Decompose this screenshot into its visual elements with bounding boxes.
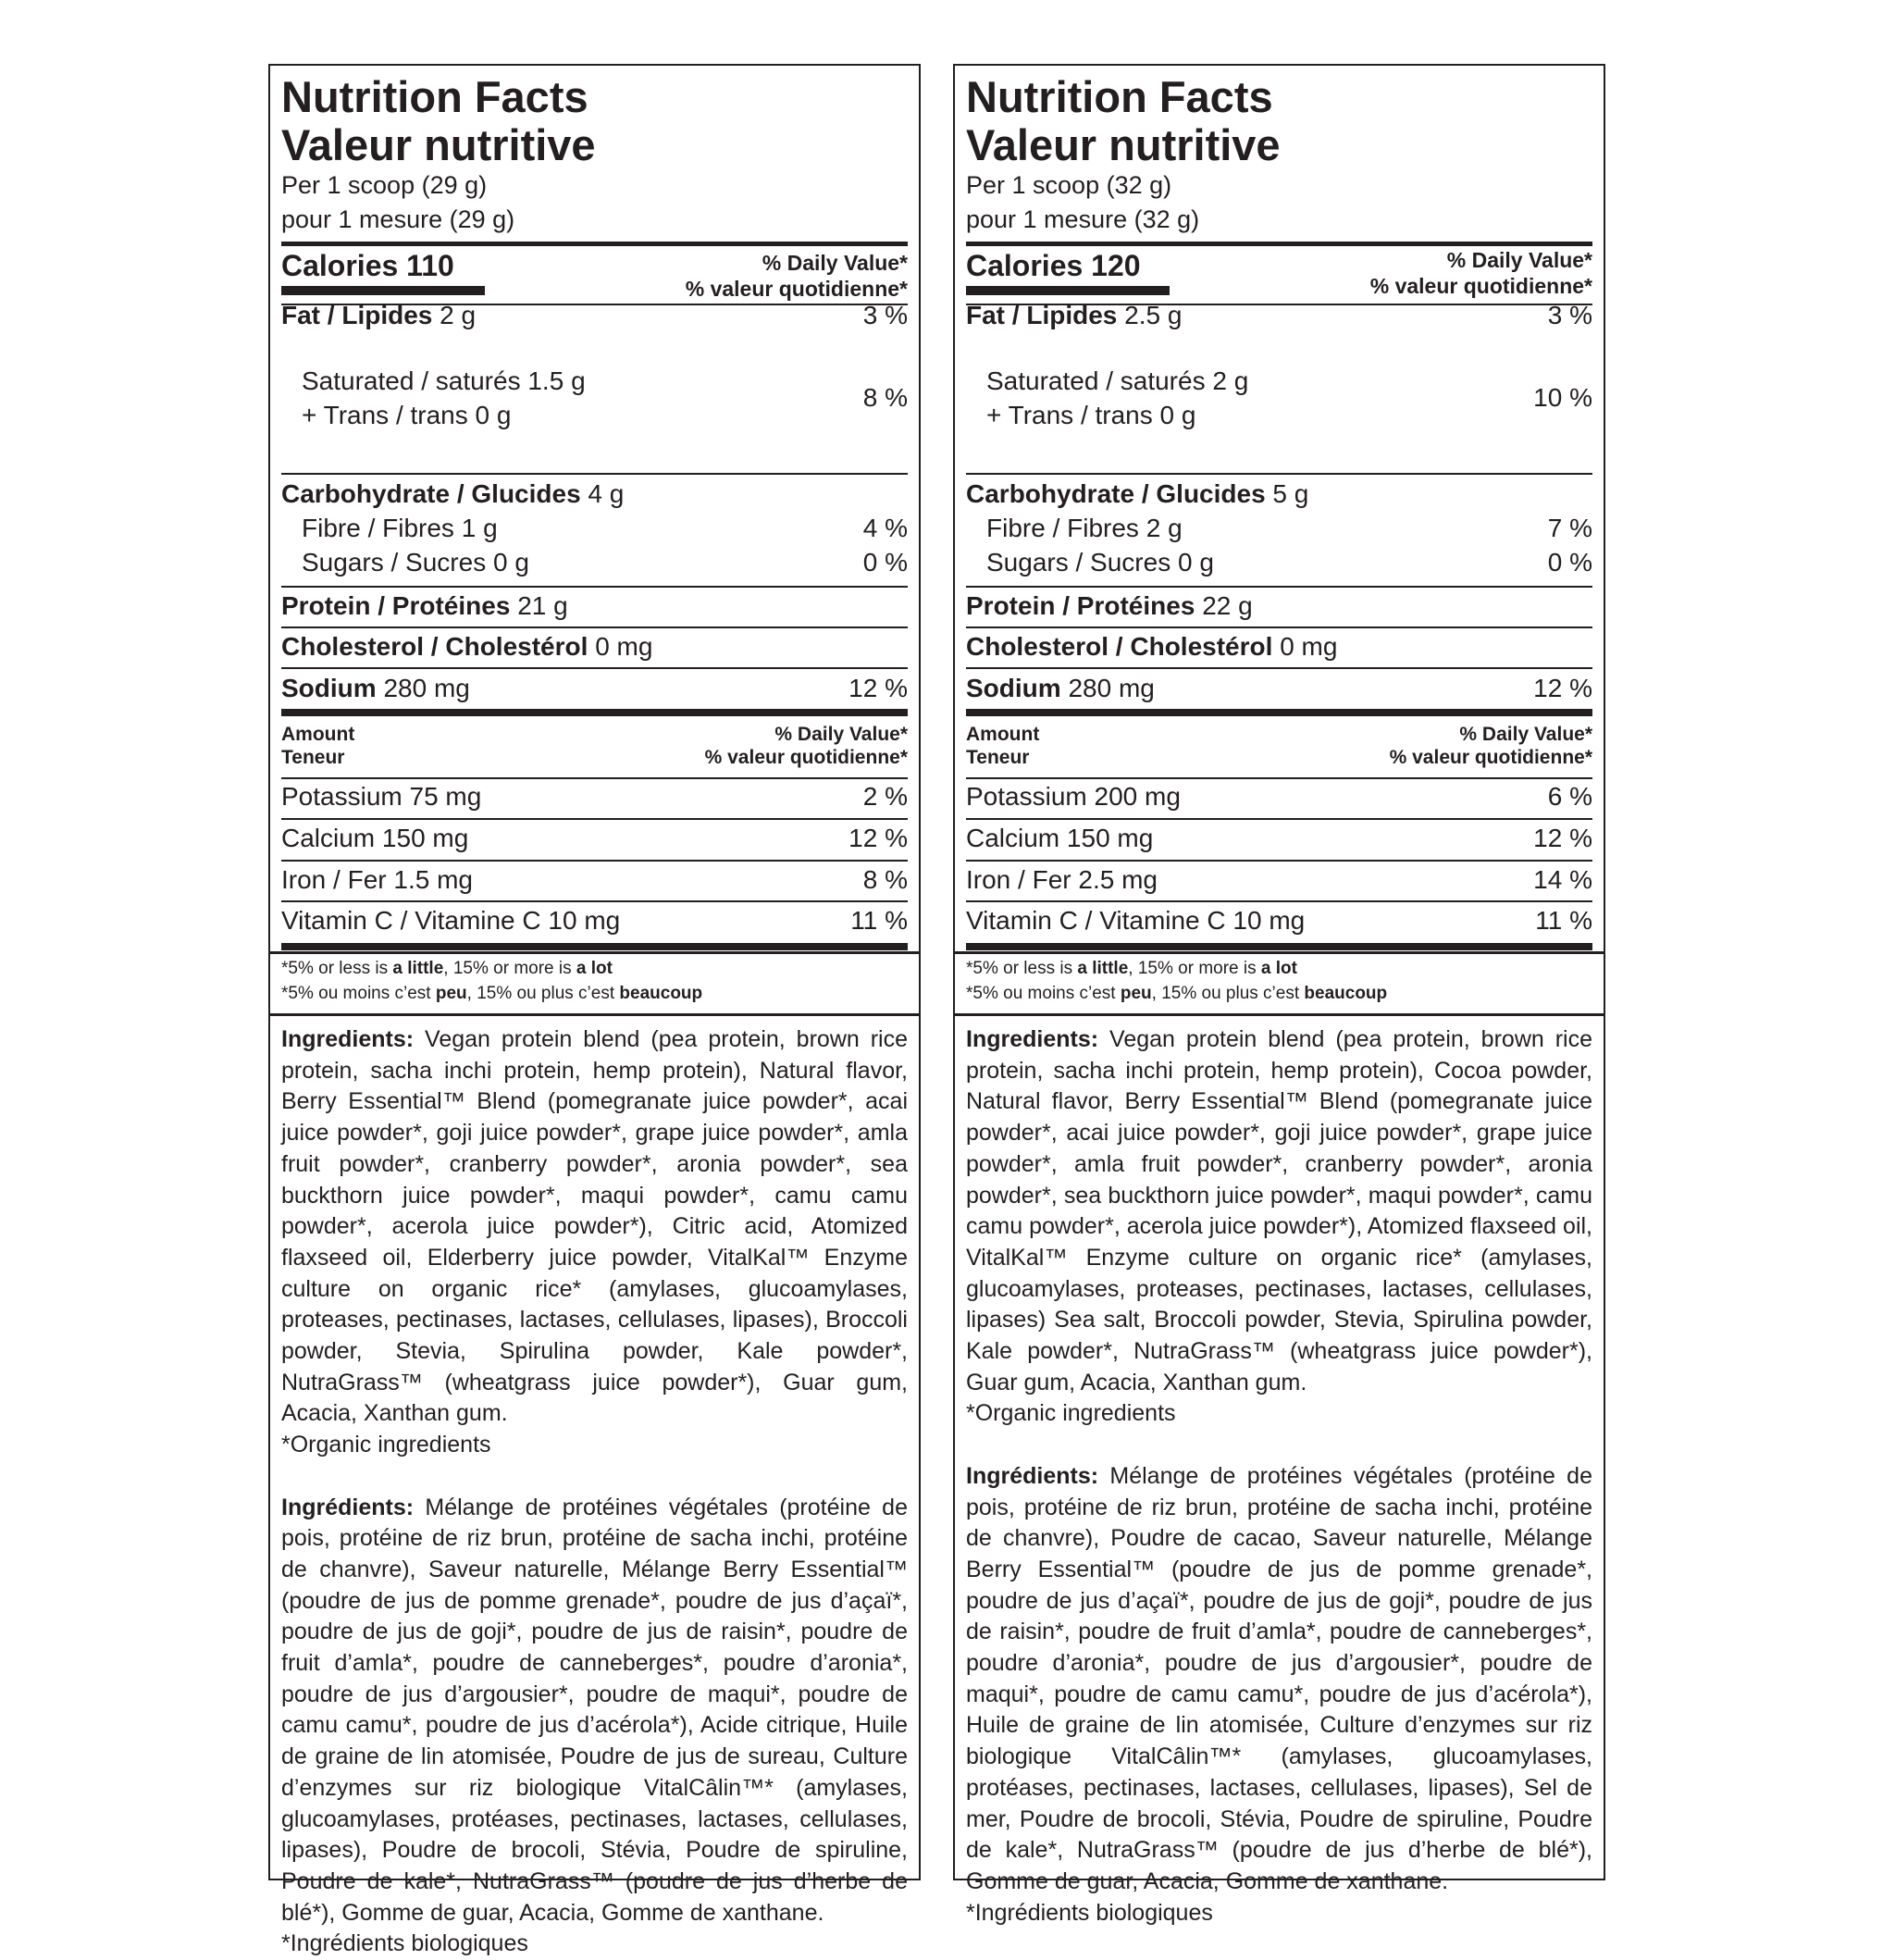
footnote-en: *5% or less is a little, 15% or more is a lot bbox=[281, 959, 613, 978]
ingredients-en: Ingredients: Vegan protein blend (pea protein, brown rice protein, sacha inchi protein, hemp protein), Natural flavor, Berry Essential™ Blend (pomegranate juice powder*, acai juice powder*, goji juice powder*, grape juice powder*, amla fruit powder*, cranberry powder*, aronia powder*, sea buckthorn juice powder*, maqui powder*, camu camu powder*, acerola juice powder*), Citric acid, Atomized flaxseed oil, Elderberry juice powder, VitalKal™ Enzyme culture on organic rice* (amylases, glucoamylases, proteases, pectinases, lactases, cellulases, lipases), Broccoli powder, Stevia, Spirulina powder, Kale powder*, NutraGrass™ (wheatgrass juice powder*), Guar gum, Acacia, Xanthan gum. bbox=[281, 1026, 908, 1427]
ingredients-en-note: *Organic ingredients bbox=[281, 1432, 491, 1458]
serving-size-en: Per 1 scoop (29 g) bbox=[281, 171, 488, 199]
divider bbox=[966, 586, 1592, 588]
divider bbox=[966, 777, 1592, 779]
divider bbox=[281, 586, 908, 588]
divider-thick bbox=[966, 709, 1592, 716]
daily-value-header-2: % Daily Value* % valeur quotidienne* bbox=[1389, 724, 1592, 768]
ingredients-fr: Ingrédients: Mélange de protéines végétales (protéine de pois, protéine de riz brun, protéine de sacha inchi, protéine de chanvre), Saveur naturelle, Mélange Berry Essential™ (poudre de jus de pomme grenade*, poudre de jus d’açaï*, poudre de jus de goji*, poudre de jus de raisin*, poudre de fruit d’amla*, poudre de canneberges*, poudre d’aronia*, poudre de jus d’argousier*, poudre de maqui*, poudre de camu camu*, poudre de jus d’acérola*), Acide citrique, Huile de graine de lin atomisée, Poudre de jus de sureau, Culture d’enzymes sur riz biologique VitalCâlin™* (amylases, glucoamylases, protéases, pectinases, lactases, cellulases, lipases), Poudre de brocoli, Stévia, Poudre de spiruline, Poudre de kale*, NutraGrass™ (poudre de jus d’herbe de blé*), Gomme de guar, Acacia, Gomme de xanthane. bbox=[281, 1494, 908, 1926]
divider bbox=[281, 473, 908, 475]
section-divider bbox=[270, 1013, 919, 1016]
divider bbox=[966, 667, 1592, 669]
divider bbox=[281, 777, 908, 779]
calories-row: Calories 120 bbox=[966, 249, 1141, 282]
serving-size-en: Per 1 scoop (32 g) bbox=[966, 171, 1172, 199]
daily-value-header: % Daily Value* % valeur quotidienne* bbox=[685, 251, 908, 301]
daily-value-header: % Daily Value* % valeur quotidienne* bbox=[1369, 248, 1592, 298]
divider bbox=[281, 900, 908, 902]
nutrition-panel-left bbox=[268, 64, 921, 1957]
footnote-fr: *5% ou moins c’est peu, 15% ou plus c’est beaucoup bbox=[281, 984, 703, 1003]
calories-row: Calories 110 bbox=[281, 249, 454, 282]
divider bbox=[966, 818, 1592, 820]
divider-thick bbox=[281, 709, 908, 716]
nutrition-panel-right bbox=[953, 64, 1605, 1926]
daily-value-header-2: % Daily Value* % valeur quotidienne* bbox=[704, 724, 908, 768]
serving-size-fr: pour 1 mesure (29 g) bbox=[281, 205, 515, 233]
divider bbox=[281, 667, 908, 669]
divider-thick bbox=[281, 943, 908, 950]
divider bbox=[281, 626, 908, 628]
footnote-fr: *5% ou moins c’est peu, 15% ou plus c’est beaucoup bbox=[966, 984, 1388, 1003]
divider bbox=[966, 473, 1592, 475]
ingredients-en: Ingredients: Vegan protein blend (pea protein, brown rice protein, sacha inchi protein, hemp protein), Cocoa powder, Natural flavor, Berry Essential™ Blend (pomegranate juice powder*, acai juice powder*, goji juice powder*, grape juice powder*, amla fruit powder*, cranberry powder*, aronia powder*, sea buckthorn juice powder*, maqui powder*, camu camu powder*, acerola juice powder*), Atomized flaxseed oil, VitalKal™ Enzyme culture on organic rice* (amylases, glucoamylases, proteases, pectinases, lactases, cellulases, lipases) Sea salt, Broccoli powder, Stevia, Spirulina powder, Kale powder*, NutraGrass™ (wheatgrass juice powder*), Guar gum, Acacia, Xanthan gum. bbox=[966, 1026, 1592, 1396]
calories-bar bbox=[966, 286, 1170, 295]
ingredients-section bbox=[281, 1024, 908, 1960]
divider bbox=[966, 860, 1592, 862]
nutrition-facts-table: Nutrition Facts Valeur nutritive Per 1 scoop (29 g) pour 1 mesure (29 g) Calories 110 % Daily Value* % valeur quotidienne* Fat / Lipides 2 g 3 % + Trans / trans 0 g Saturated / saturés 1.5 g 8 % Carbohydrate / Glucides 4 g Fibre / Fibres 1 g 4 % Sugars / Sucres 0 g 0 % Protein / Protéines 21 g Cholesterol / Cholestérol 0 mg Sodium 280 mg 12 % Amount Teneur % Daily Value* % valeur quotidienne* Potassium 75 mg 2 % Calcium 150 mg 12 % Iron / Fer 1.5 mg 8 % Vitamin C / Vitamine C 10 mg 11 % bbox=[270, 66, 919, 954]
ingredients-en-note: *Organic ingredients bbox=[966, 1400, 1176, 1427]
amount-header: Amount Teneur bbox=[966, 724, 1040, 768]
divider-thick bbox=[966, 943, 1592, 950]
amount-header: Amount Teneur bbox=[281, 724, 355, 768]
footnote-en: *5% or less is a little, 15% or more is a lot bbox=[966, 959, 1297, 978]
title-fr: Valeur nutritive bbox=[281, 120, 596, 169]
divider bbox=[281, 860, 908, 862]
section-divider bbox=[955, 1013, 1604, 1016]
title-en: Nutrition Facts bbox=[281, 72, 588, 121]
divider bbox=[281, 818, 908, 820]
divider-thick bbox=[281, 242, 908, 246]
ingredients-section bbox=[966, 1024, 1592, 1929]
ingredients-fr: Ingrédients: Mélange de protéines végétales (protéine de pois, protéine de riz brun, protéine de sacha inchi, protéine de chanvre), Poudre de cacao, Saveur naturelle, Mélange Berry Essential™ (poudre de jus de pomme grenade*, poudre de jus d’açaï*, poudre de jus de goji*, poudre de jus de raisin*, poudre de fruit d’amla*, poudre de canneberges*, poudre d’aronia*, poudre de jus d’argousier*, poudre de maqui*, poudre de camu camu*, poudre de jus d’acérola*), Huile de graine de lin atomisée, Culture d’enzymes sur riz biologique VitalCâlin™* (amylases, glucoamylases, protéases, pectinases, lactases, cellulases, lipases), Sel de mer, Poudre de brocoli, Stévia, Poudre de spiruline, Poudre de kale*, NutraGrass™ (poudre de jus d’herbe de blé*), Gomme de guar, Acacia, Gomme de xanthane. bbox=[966, 1462, 1592, 1894]
divider bbox=[966, 900, 1592, 902]
divider bbox=[966, 626, 1592, 628]
serving-size-fr: pour 1 mesure (32 g) bbox=[966, 205, 1200, 233]
nutrition-facts-table: Nutrition Facts Valeur nutritive Per 1 scoop (32 g) pour 1 mesure (32 g) Calories 120 % Daily Value* % valeur quotidienne* Fat / Lipides 2.5 g 3 % + Trans / trans 0 g Saturated / saturés 2 g 10 % Carbohydrate / Glucides 5 g Fibre / Fibres 2 g 7 % Sugars / Sucres 0 g 0 % Protein / Protéines 22 g Cholesterol / Cholestérol 0 mg Sodium 280 mg 12 % Amount Teneur % Daily Value* % valeur quotidienne* Potassium 200 mg 6 % Calcium 150 mg 12 % Iron / Fer 2.5 mg 14 % Vitamin C / Vitamine C 10 mg 11 % bbox=[955, 66, 1604, 954]
divider-thick bbox=[966, 242, 1592, 246]
title-en: Nutrition Facts bbox=[966, 72, 1273, 121]
ingredients-fr-note: *Ingrédients biologiques bbox=[281, 1930, 528, 1957]
calories-bar bbox=[281, 286, 485, 295]
title-fr: Valeur nutritive bbox=[966, 120, 1281, 169]
ingredients-fr-note: *Ingrédients biologiques bbox=[966, 1899, 1213, 1926]
